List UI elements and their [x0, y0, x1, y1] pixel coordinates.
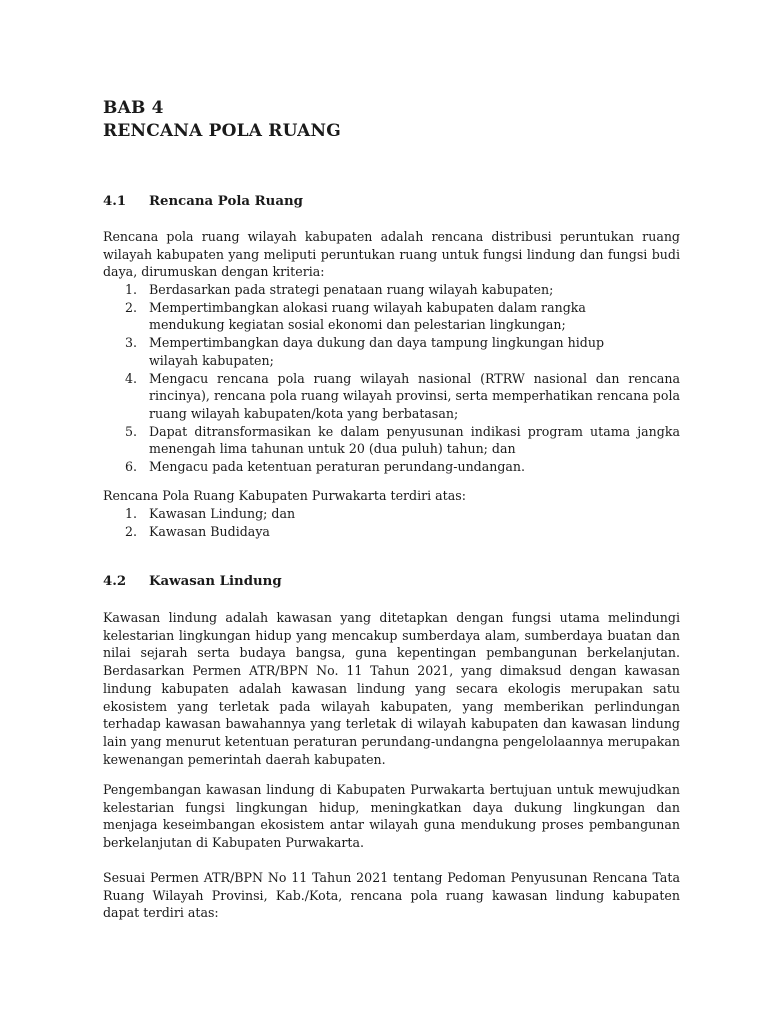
- chapter-number: BAB 4: [103, 98, 164, 118]
- criteria-list: [103, 281, 680, 476]
- list-item: 2. Kawasan Budidaya: [125, 523, 270, 539]
- section-4-1-intro: Rencana pola ruang wilayah kabupaten adalah rencana distribusi peruntukan ruang wilayah kabupaten yang meliputi peruntukan ruang untuk fungsi lindung dan fungsi budi daya, dirumuskan dengan kriteria:: [103, 229, 680, 280]
- section-title: Kawasan Lindung: [149, 574, 282, 589]
- list-item: 1. Kawasan Lindung; dan: [125, 506, 296, 521]
- list-item: 5. Dapat ditransformasikan ke dalam penyusunan indikasi program utama jangka menengah lima tahunan untuk 20 (dua puluh) tahun; dan: [125, 423, 680, 457]
- list-item: 1. Berdasarkan pada strategi penataan ruang wilayah kabupaten;: [125, 282, 554, 297]
- chapter-title: RENCANA POLA RUANG: [103, 121, 341, 141]
- section-4-2-paragraph-1: Kawasan lindung adalah kawasan yang ditetapkan dengan fungsi utama melindungi kelestarian lingkungan hidup yang mencakup sumberdaya alam, sumberdaya buatan dan nilai sejarah serta budaya bangsa, guna kepentingan pembangunan berkelanjutan. Berdasarkan Permen ATR/BPN No. 11 Tahun 2021, yang dimaksud dengan kawasan lindung kabupaten adalah kawasan lindung yang secara ekologis merupakan satu ekosistem yang terletak pada wilayah kabupaten, yang memberikan perlindungan terhadap kawasan bawahannya yang terletak di wilayah kabupaten dan kawasan lindung lain yang menurut ketentuan peraturan perundang-undangna pengelolaannya merupakan kewenangan pemerintah daerah kabupaten.: [103, 610, 680, 767]
- composition-list: [103, 505, 680, 540]
- section-4-2-paragraph-2: Pengembangan kawasan lindung di Kabupaten Purwakarta bertujuan untuk mewujudkan kelestarian fungsi lingkungan hidup, meningkatkan daya dukung lingkungan dan menjaga keseimbangan ekosistem antar wilayah guna mendukung proses pembangunan berkelanjutan di Kabupaten Purwakarta.: [103, 782, 680, 851]
- list-item: 3. Mempertimbangkan daya dukung dan daya tampung lingkungan hidup wilayah kabupaten;: [125, 335, 605, 368]
- section-4-1-heading: [103, 193, 683, 211]
- section-title: Rencana Pola Ruang: [149, 194, 303, 209]
- section-number: 4.1: [103, 194, 127, 209]
- section-number: 4.2: [103, 574, 127, 589]
- list-item: 4. Mengacu rencana pola ruang wilayah nasional (RTRW nasional dan rencana rincinya), rencana pola ruang wilayah provinsi, serta memperhatikan rencana pola ruang wilayah kabupaten/kota yang berbatasan;: [125, 370, 680, 421]
- list-item: 6. Mengacu pada ketentuan peraturan perundang-undangan.: [125, 459, 526, 475]
- section-4-2-heading: [103, 573, 683, 591]
- list-item: 2. Mempertimbangkan alokasi ruang wilayah kabupaten dalam rangka mendukung kegiatan sosial ekonomi dan pelestarian lingkungan;: [125, 299, 586, 333]
- composition-intro: Rencana Pola Ruang Kabupaten Purwakarta terdiri atas:: [103, 488, 466, 503]
- section-4-2-paragraph-3: Sesuai Permen ATR/BPN No 11 Tahun 2021 tentang Pedoman Penyusunan Rencana Tata Ruang Wilayah Provinsi, Kab./Kota, rencana pola ruang kawasan lindung kabupaten dapat terdiri atas:: [103, 870, 680, 921]
